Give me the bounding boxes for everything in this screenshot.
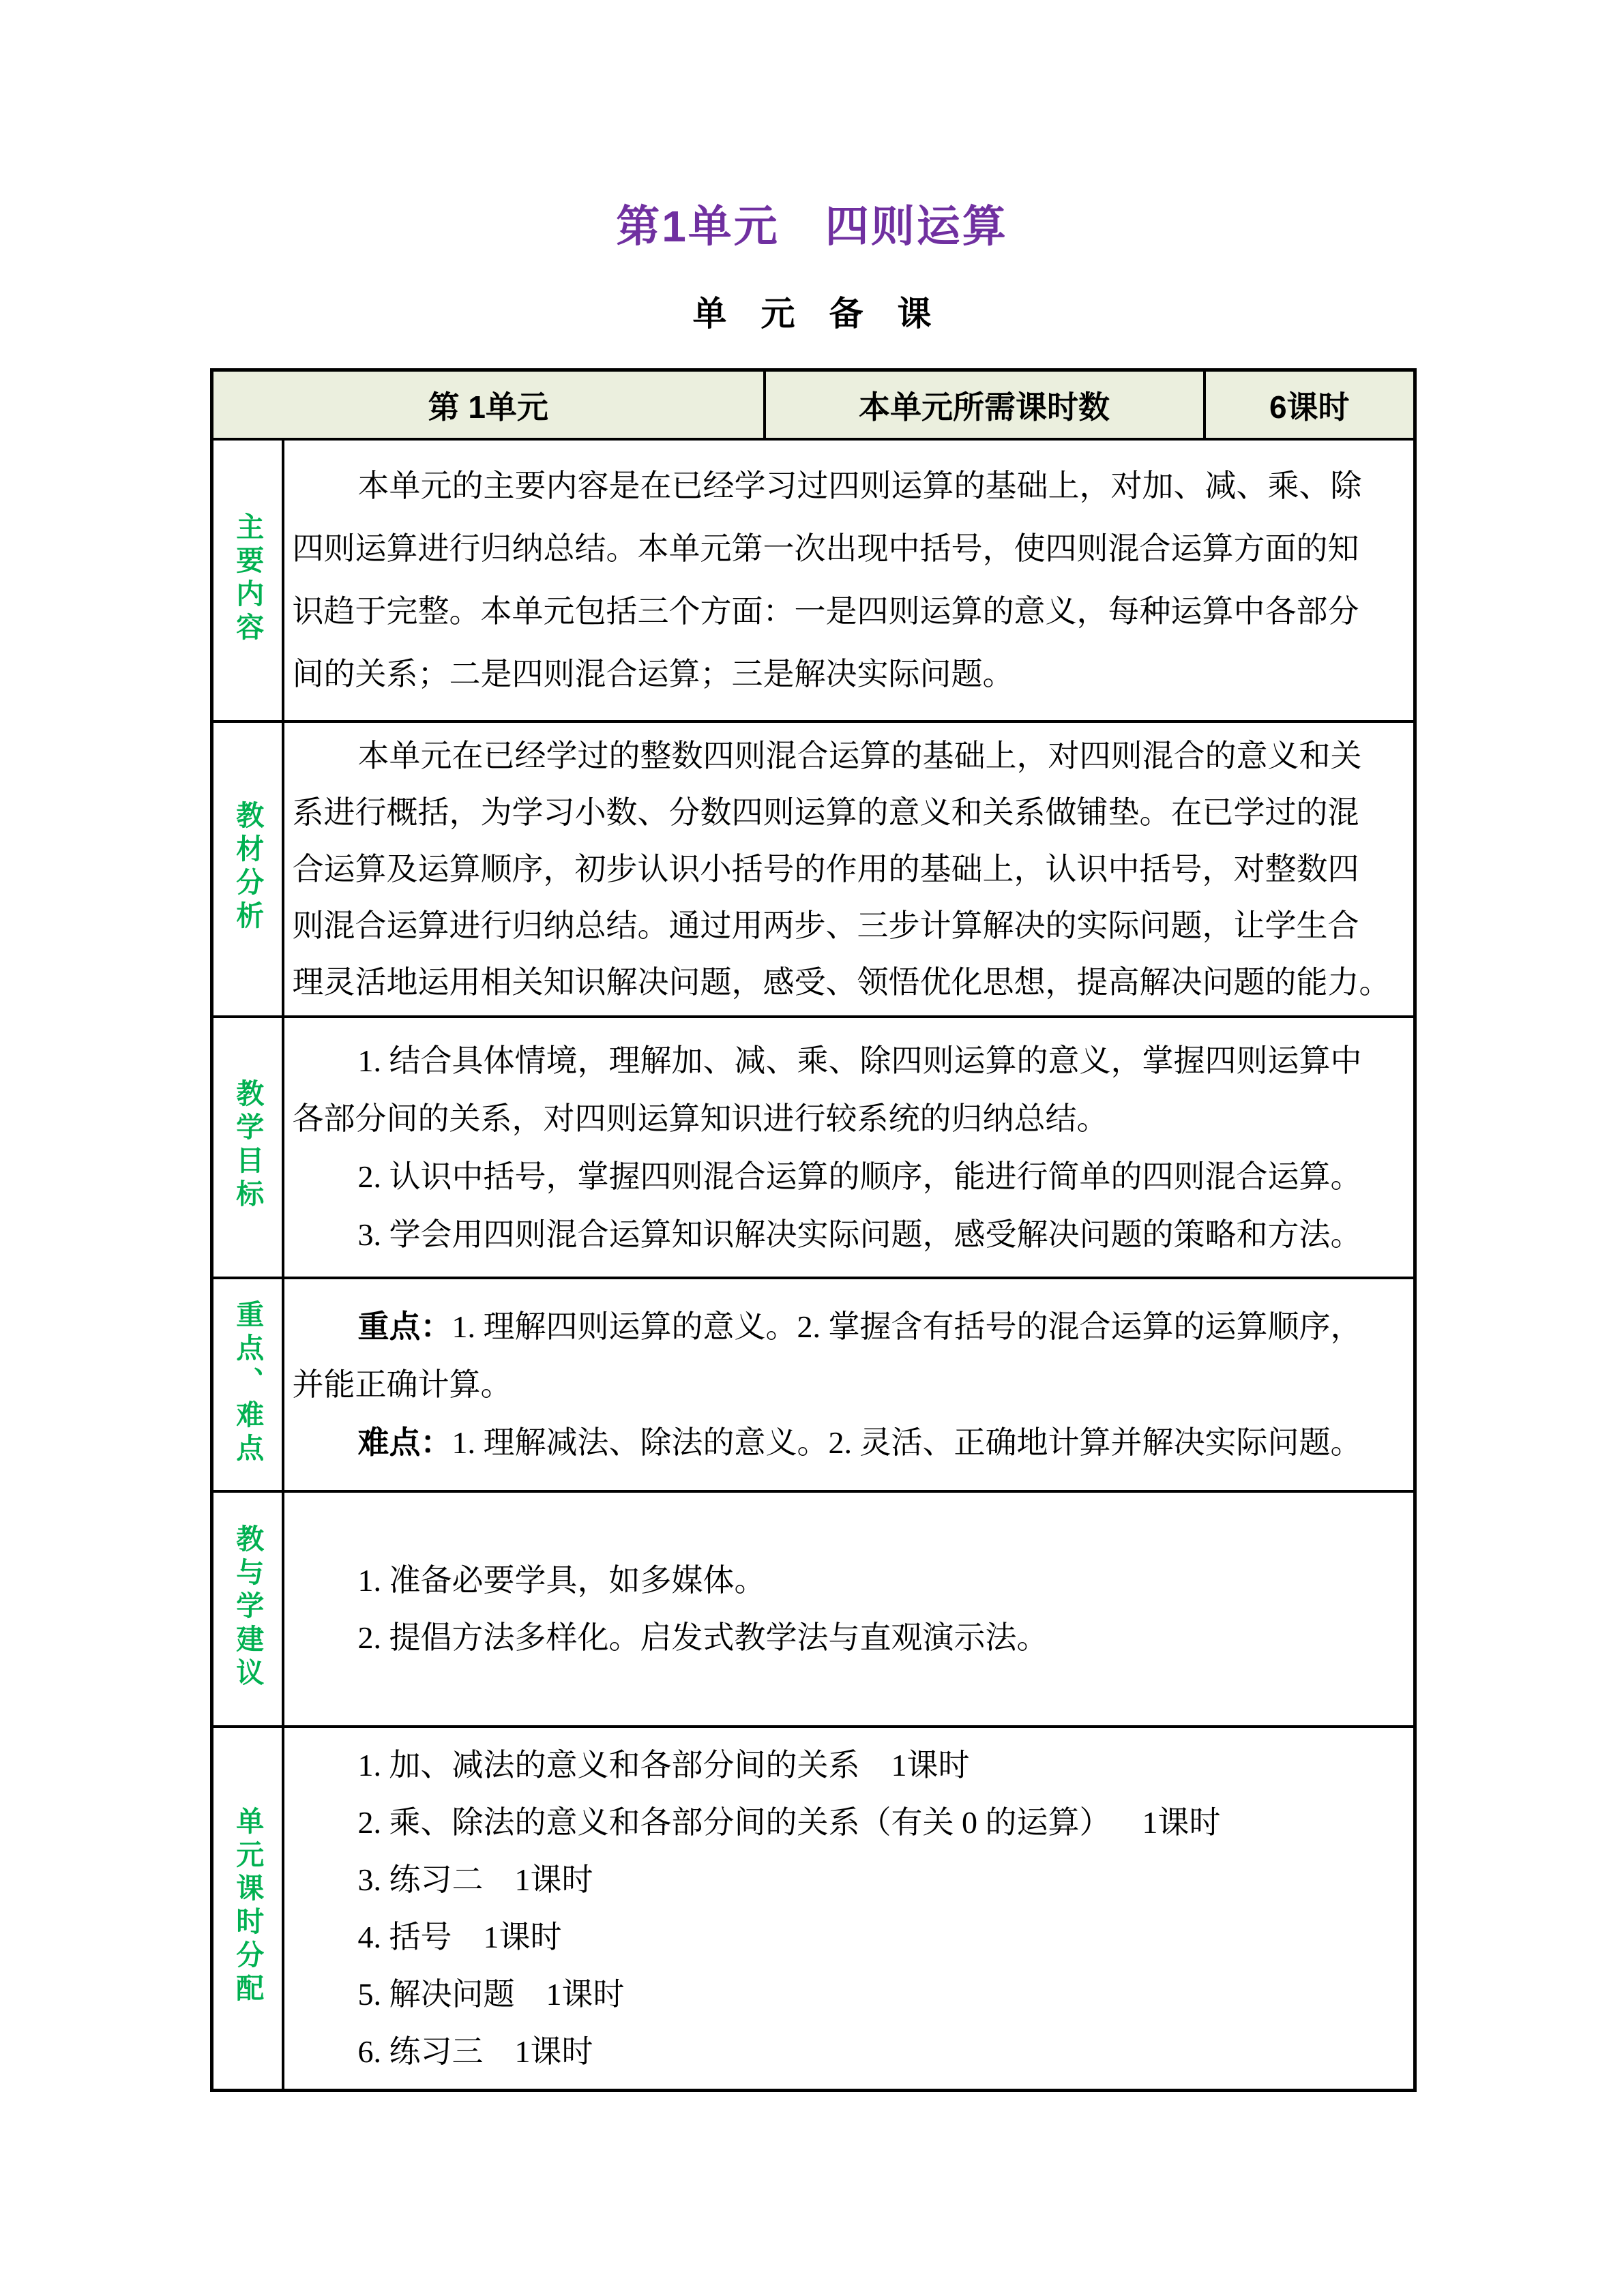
lesson-hours: 1课时 — [1142, 1804, 1221, 1840]
lesson-line — [293, 1851, 1396, 1909]
lesson-title: 6. 练习三 — [357, 2033, 484, 2069]
content-cell-textbook-analysis — [283, 721, 1415, 1017]
label-cell-teaching-goals — [212, 1017, 283, 1278]
lesson-hours: 1课时 — [514, 2033, 593, 2069]
section-label-lesson-schedule: 单元课时分配 — [232, 1806, 264, 2007]
text-line: 间的关系；二是四则混合运算；三是解决实际问题。 — [292, 657, 1014, 691]
content-cell-key-difficult-points — [283, 1278, 1415, 1491]
text-line: 合运算及运算顺序，初步认识小括号的作用的基础上，认识中括号，对整数四 — [292, 852, 1359, 886]
lesson-hours: 1课时 — [891, 1747, 970, 1783]
lesson-line — [293, 1966, 1396, 2023]
row-key-difficult-points — [212, 1278, 1415, 1491]
table-header-row — [212, 370, 1415, 440]
unit-prep-table — [210, 368, 1417, 2092]
document-subtitle: 单元备课 — [692, 295, 966, 333]
lesson-title: 5. 解决问题 — [357, 1976, 515, 2012]
keypoint-text: 1. 理解四则运算的意义。2. 掌握含有括号的混合运算的运算顺序， — [452, 1309, 1362, 1344]
difficulty-text: 1. 理解减法、除法的意义。2. 灵活、正确地计算并解决实际问题。 — [452, 1425, 1362, 1460]
header-hours-label-cell: 本单元所需课时数 — [765, 370, 1205, 440]
lesson-title: 3. 练习二 — [357, 1862, 484, 1897]
label-cell-lesson-schedule — [212, 1727, 283, 2091]
text-line: 2. 认识中括号，掌握四则混合运算的顺序，能进行简单的四则混合运算。 — [357, 1159, 1362, 1194]
label-cell-key-difficult-points — [212, 1278, 283, 1491]
label-cell-textbook-analysis — [212, 721, 283, 1017]
text-line: 各部分间的关系，对四则运算知识进行较系统的归纳总结。 — [292, 1101, 1108, 1136]
section-label-main-content: 主要内容 — [232, 511, 264, 646]
text-line: 3. 学会用四则混合运算知识解决实际问题，感受解决问题的策略和方法。 — [357, 1217, 1362, 1252]
text-line: 识趋于完整。本单元包括三个方面：一是四则运算的意义，每种运算中各部分 — [292, 594, 1359, 629]
lesson-title: 1. 加、减法的意义和各部分间的关系 — [357, 1747, 860, 1783]
document-title: 第1单元 四则运算 — [616, 202, 1008, 251]
difficulty-lead: 难点： — [357, 1425, 452, 1460]
section-label-textbook-analysis: 教材分析 — [232, 801, 264, 934]
content-cell-main-content — [283, 439, 1415, 721]
row-teaching-advice — [212, 1491, 1415, 1727]
text-line — [293, 1298, 1396, 1356]
text-line: 2. 提倡方法多样化。启发式教学法与直观演示法。 — [357, 1620, 1048, 1655]
text-line: 理灵活地运用相关知识解决问题，感受、领悟优化思想，提高解决问题的能力。 — [292, 965, 1391, 1000]
lesson-line — [293, 1909, 1396, 1966]
section-label-teaching-advice: 教与学建议 — [232, 1523, 264, 1691]
lesson-hours: 1课时 — [514, 1862, 593, 1897]
text-line: 系进行概括，为学习小数、分数四则运算的意义和关系做铺垫。在已学过的混 — [292, 795, 1359, 830]
row-lesson-schedule — [212, 1727, 1415, 2091]
text-line — [293, 1356, 1396, 1414]
text-line: 1. 结合具体情境，理解加、减、乘、除四则运算的意义，掌握四则运算中 — [357, 1043, 1362, 1078]
section-label-teaching-goals: 教学目标 — [232, 1079, 264, 1212]
lesson-title: 4. 括号 — [357, 1919, 452, 1954]
lesson-line — [293, 2023, 1396, 2081]
content-cell-lesson-schedule — [283, 1727, 1415, 2091]
row-main-content — [212, 439, 1415, 721]
keypoint-lead: 重点： — [357, 1309, 452, 1344]
label-cell-main-content — [212, 439, 283, 721]
row-teaching-goals — [212, 1017, 1415, 1278]
lesson-line — [293, 1794, 1396, 1851]
text-line: 四则运算进行归纳总结。本单元第一次出现中括号，使四则混合运算方面的知 — [292, 531, 1359, 566]
text-line: 1. 准备必要学具，如多媒体。 — [357, 1562, 766, 1598]
lesson-title: 2. 乘、除法的意义和各部分间的关系（有关 0 的运算） — [357, 1804, 1111, 1840]
header-hours-value-cell: 6课时 — [1205, 370, 1415, 440]
keypoint-text: 并能正确计算。 — [292, 1367, 512, 1402]
text-line: 则混合运算进行归纳总结。通过用两步、三步计算解决的实际问题，让学生合 — [292, 908, 1359, 943]
lesson-line — [293, 1737, 1396, 1794]
content-cell-teaching-goals — [283, 1017, 1415, 1278]
section-label-key-difficult-points: 重点、难点 — [232, 1299, 264, 1467]
lesson-hours: 1课时 — [483, 1919, 562, 1954]
header-unit-cell: 第 1单元 — [212, 370, 765, 440]
content-cell-teaching-advice — [283, 1491, 1415, 1727]
row-textbook-analysis — [212, 721, 1415, 1017]
text-line — [293, 1414, 1396, 1472]
lesson-hours: 1课时 — [546, 1976, 625, 2012]
label-cell-teaching-advice — [212, 1491, 283, 1727]
text-line: 本单元在已经学过的整数四则混合运算的基础上，对四则混合的意义和关 — [357, 739, 1362, 773]
text-line: 本单元的主要内容是在已经学习过四则运算的基础上，对加、减、乘、除 — [357, 468, 1362, 503]
